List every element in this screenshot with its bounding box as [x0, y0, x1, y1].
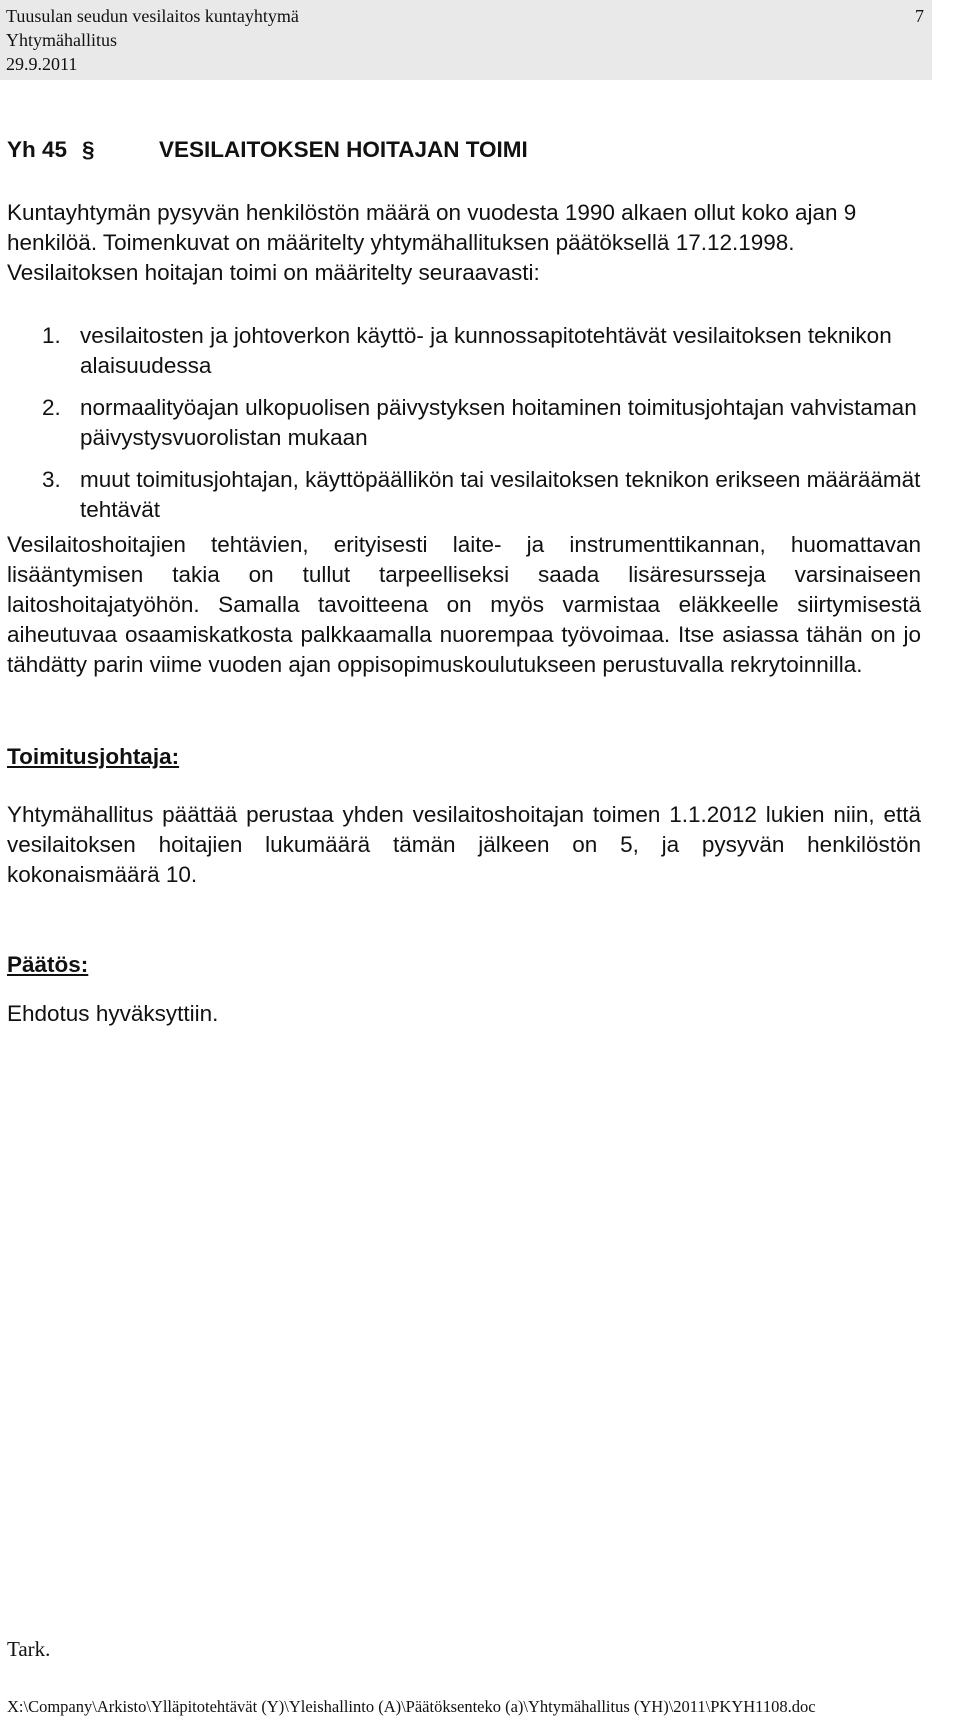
- header-date: 29.9.2011: [6, 54, 78, 74]
- page-header: [0, 0, 932, 80]
- proposal-heading: Toimitusjohtaja:: [7, 744, 180, 769]
- list-item-number: 1.: [42, 323, 61, 348]
- list-item-text: vesilaitosten ja johtoverkon käyttö- ja kunnossapitotehtävät vesilaitoksen teknikon alaisuudessa: [80, 323, 892, 378]
- list-item: [7, 393, 921, 453]
- background-paragraph: Vesilaitoshoitajien tehtävien, erityisesti laite- ja instrumenttikannan, huomattavan lisääntymisen takia on tullut tarpeelliseksi saada lisäresursseja varsinaiseen laitoshoitajatyöhön. Samalla tavoitteena on myös varmistaa eläkkeelle siirtymisestä aiheutuvaa osaamiskatkosta palkkaamalla nuorempaa työvoimaa. Itse asiassa tähän on jo tähdätty parin viime vuoden ajan oppisopimuskoulutukseen perustuvalla rekrytoinnilla.: [7, 532, 921, 677]
- list-item-number: 2.: [42, 395, 61, 420]
- proposal-text: Yhtymähallitus päättää perustaa yhden vesilaitoshoitajan toimen 1.1.2012 lukien niin, että vesilaitoksen hoitajien lukumäärä tämän jälkeen on 5, ja pysyvän henkilöstön kokonaismäärä 10.: [7, 802, 921, 887]
- header-organization: Tuusulan seudun vesilaitos kuntayhtymä: [6, 6, 299, 26]
- intro-paragraph: Kuntayhtymän pysyvän henkilöstön määrä on vuodesta 1990 alkaen ollut koko ajan 9 henkilöä. Toimenkuvat on määritelty yhtymähallituksen päätöksellä 17.12.1998. Vesilaitoksen hoitajan toimi on määritelty seuraavasti:: [7, 200, 857, 285]
- decision-text: Ehdotus hyväksyttiin.: [7, 1001, 219, 1026]
- list-item-number: 3.: [42, 467, 61, 492]
- list-item-text: muut toimitusjohtajan, käyttöpäällikön tai vesilaitoksen teknikon erikseen määräämät tehtävät: [80, 467, 921, 522]
- section-heading: VESILAITOKSEN HOITAJAN TOIMI: [159, 137, 528, 162]
- section-title: [7, 135, 921, 165]
- section-sign: §: [82, 137, 95, 162]
- page-number: 7: [915, 6, 924, 26]
- header-body: Yhtymähallitus: [6, 30, 117, 50]
- decision-heading: Päätös:: [7, 952, 89, 977]
- check-label: Tark.: [7, 1637, 51, 1661]
- document-body: [7, 135, 921, 1029]
- list-item: [7, 321, 921, 381]
- section-number: Yh 45: [7, 137, 68, 162]
- duties-list: [7, 321, 921, 525]
- list-item: [7, 465, 921, 525]
- list-item-text: normaalityöajan ulkopuolisen päivystyksen hoitaminen toimitusjohtajan vahvistaman päivystysvuorolistan mukaan: [80, 395, 917, 450]
- file-path: X:\Company\Arkisto\Ylläpitotehtävät (Y)\Yleishallinto (A)\Päätöksenteko (a)\Yhtymähallitus (YH)\2011\PKYH1108.doc: [7, 1697, 816, 1716]
